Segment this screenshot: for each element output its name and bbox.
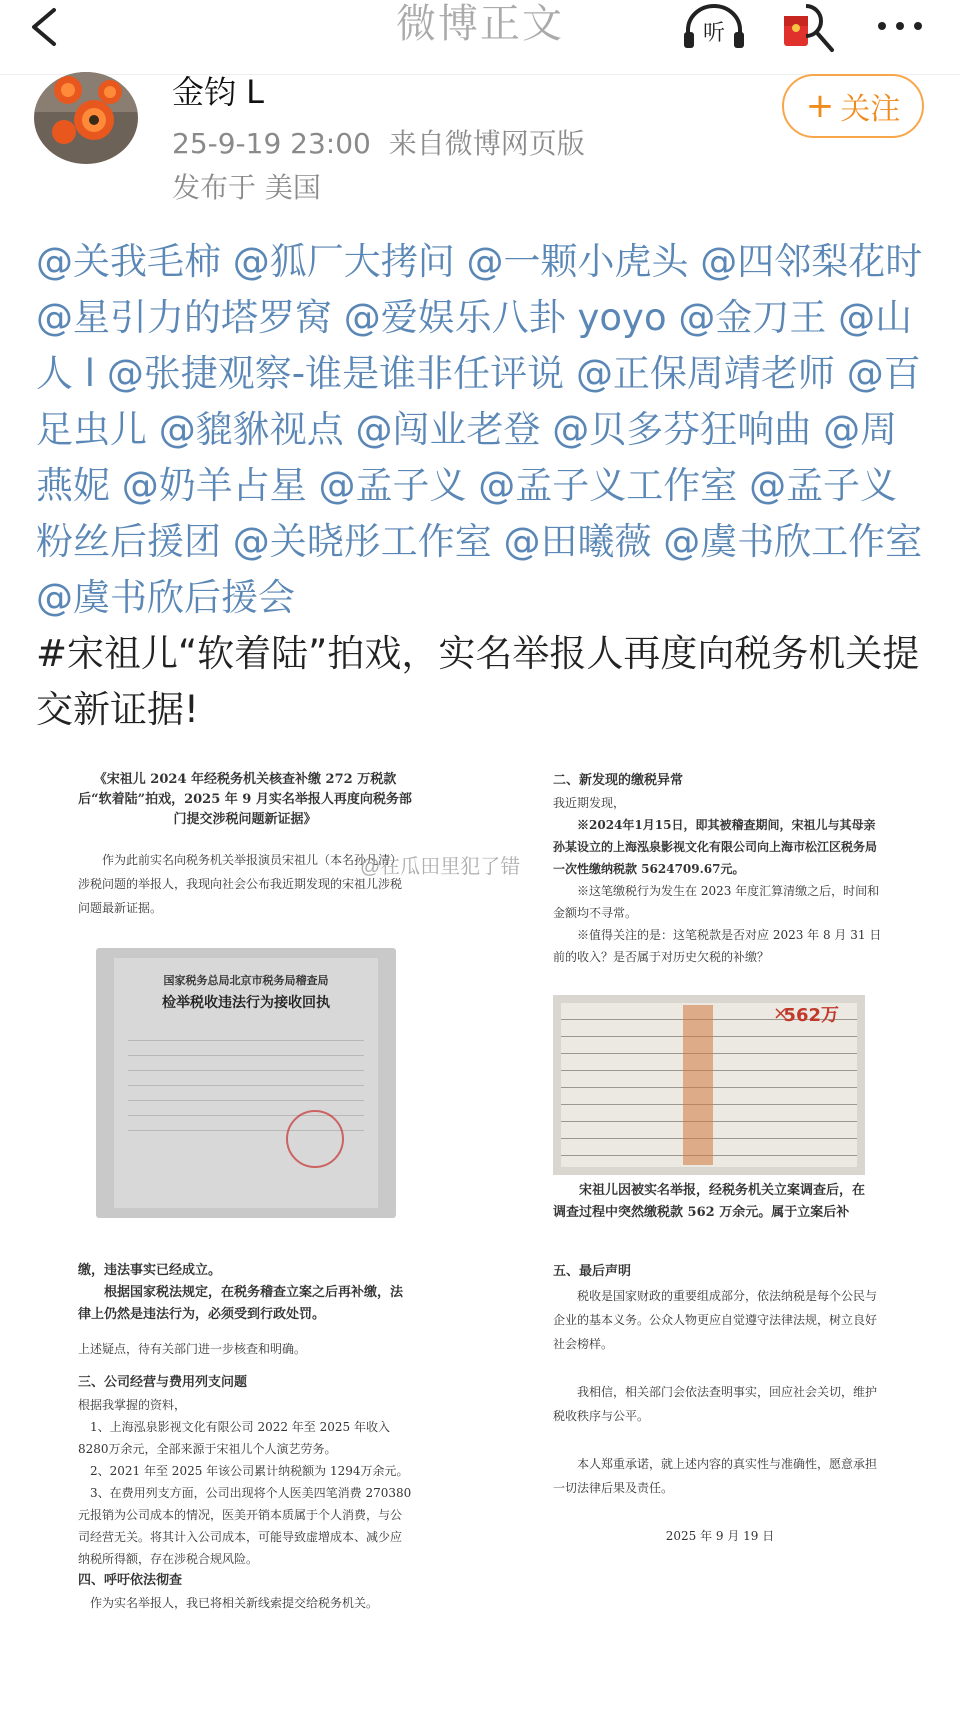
receipt-photo: [96, 948, 396, 1218]
follow-label: 关注: [840, 92, 901, 127]
red-packet-search-icon: [782, 2, 838, 54]
doc2-line1: 我近期发现，: [553, 796, 626, 810]
mention-link[interactable]: @贝多芬狂响曲: [552, 408, 812, 451]
post-text: #宋祖儿“软着陆”拍戏，实名举报人再度向税务机关提交新证据!: [36, 632, 920, 731]
svg-text:听: 听: [702, 21, 726, 46]
follow-button[interactable]: [782, 74, 924, 138]
stamp-seal: [286, 1110, 344, 1168]
watermark-text: @在瓜田里犯了错: [360, 856, 521, 878]
watermark-mark: ×: [773, 1003, 789, 1024]
doc4-line2: 我相信，相关部门会依法查明事实，回应社会关切，维护税收秩序与公平。: [553, 1385, 878, 1423]
post-time: 25-9-19 23:00: [172, 127, 371, 160]
mention-link[interactable]: @田曦薇: [503, 520, 652, 563]
post-meta: [172, 124, 585, 164]
mention-link[interactable]: @奶羊占星: [121, 464, 307, 507]
username[interactable]: 金钧 L: [172, 73, 265, 111]
mention-link[interactable]: @百足虫儿: [36, 352, 921, 451]
mention-link[interactable]: @虞书欣后援会: [36, 576, 295, 619]
mention-link[interactable]: @爱娱乐八卦 yoyo: [343, 296, 667, 339]
doc2-heading: 二、新发现的缴税异常: [553, 773, 684, 788]
doc2-para2: ※这笔缴税行为发生在 2023 年度汇算清缴之后，时间和金额均不寻常。: [553, 884, 880, 920]
mention-link[interactable]: @四邻梨花时: [700, 240, 923, 283]
doc3-item1: 1、上海泓泉影视文化有限公司 2022 年至 2025 年收入 8280万余元，全部来源于宋祖儿个人演艺劳务。: [78, 1420, 390, 1456]
mention-link[interactable]: @关我毛柿: [36, 240, 221, 283]
doc3-line4: 根据我掌握的资料，: [78, 1398, 187, 1412]
post-source: 来自微博网页版: [388, 127, 585, 160]
mention-link[interactable]: @金刀王: [678, 296, 827, 339]
top-bar: [0, 0, 960, 75]
doc1-title: 《宋祖儿 2024 年经税务机关核查补缴 272 万税款后“软着陆”拍戏，2025 年 9 月实名举报人再度向税务部门提交涉税问题新证据》: [78, 772, 412, 827]
plus-icon: +: [805, 86, 835, 126]
red-packet-search-button[interactable]: [782, 2, 838, 54]
doc3-heading3: 四、呼吁依法彻查: [78, 1573, 183, 1588]
doc3-line1: 缴，违法事实已经成立。: [78, 1263, 222, 1278]
mention-link[interactable]: @孟子义工作室: [478, 464, 738, 507]
mention-link[interactable]: @正保周靖老师: [575, 352, 835, 395]
doc3-line2: 根据国家税法规定，在税务稽查立案之后再补缴，法律上仍然是违法行为，必须受到行政处罚。: [78, 1285, 404, 1322]
mention-link[interactable]: @孟子义: [318, 464, 467, 507]
doc4-line1: 税收是国家财政的重要组成部分，依法纳税是每个公民与企业的基本义务。公众人物更应自觉遵守法律法规，树立良好社会榜样。: [553, 1289, 878, 1351]
post-content: [36, 234, 926, 738]
doc4-date: 2025 年 9 月 19 日: [665, 1529, 775, 1543]
doc2-para1: ※2024年1月15日，即其被稽查期间，宋祖儿与其母亲孙某设立的上海泓泉影视文化有限公司向上海市松江区税务局一次性缴纳税款 5624709.67元。: [553, 818, 878, 876]
mention-link[interactable]: @貔貅视点: [158, 408, 344, 451]
photo-annotation: 562万: [783, 1005, 839, 1026]
doc3-item3: 3、在费用列支方面，公司出现将个人医美四笔消费 270380 元报销为公司成本的情况，医美开销本质属于个人消费，与公司经营无关。将其计入公司成本，可能导致虚增成本、减少应纳税所得额，存在涉税合规风险。: [78, 1486, 412, 1566]
doc3-line3: 上述疑点，待有关部门进一步核查和明确。: [78, 1342, 307, 1356]
receipt-subtitle: 检举税收违法行为接收回执: [162, 995, 330, 1011]
doc3-line5: 作为实名举报人，我已将相关新线索提交给税务机关。: [90, 1596, 379, 1610]
mention-link[interactable]: @星引力的塔罗窝: [36, 296, 332, 339]
headphones-icon: [680, 2, 748, 52]
mention-link[interactable]: @一颗小虎头: [466, 240, 689, 283]
mention-link[interactable]: @周燕妮: [36, 408, 898, 507]
doc4-line3: 本人郑重承诺，就上述内容的真实性与准确性，愿意承担一切法律后果及责任。: [553, 1457, 878, 1495]
tax-record-photo: [553, 995, 865, 1175]
mention-link[interactable]: @虞书欣工作室: [663, 520, 923, 563]
mention-link[interactable]: @关晓彤工作室: [232, 520, 492, 563]
avatar[interactable]: [34, 72, 138, 164]
more-icon[interactable]: [870, 8, 930, 48]
mention-link[interactable]: @张捷观察-谁是谁非任评说: [106, 352, 565, 395]
listen-button[interactable]: [680, 2, 748, 52]
post-image-3[interactable]: [60, 1260, 430, 1680]
flower-avatar-image: [34, 72, 138, 164]
page-title: 微博正文: [396, 1, 564, 47]
doc4-heading: 五、最后声明: [553, 1264, 632, 1279]
mention-link[interactable]: @狐厂大拷问: [232, 240, 455, 283]
mention-link[interactable]: @山人 l: [36, 296, 913, 395]
post-location: 发布于 美国: [172, 171, 321, 204]
doc2-caption: 宋祖儿因被实名举报，经税务机关立案调查后，在调查过程中突然缴税款 562 万余元。属于立案后补: [553, 1183, 866, 1220]
doc1-paragraph: 作为此前实名向税务机关举报演员宋祖儿（本名孙凡清）涉税问题的举报人，我现向社会公布我近期发现的宋祖儿涉税问题最新证据。: [78, 853, 403, 915]
mention-link[interactable]: @闯业老登: [355, 408, 541, 451]
mention-link[interactable]: @孟子义粉丝后援团: [36, 464, 898, 563]
post-image-4[interactable]: [535, 1260, 905, 1680]
doc2-para3: ※值得关注的是：这笔税款是否对应 2023 年 8 月 31 日前的收入？是否属于对历史欠税的补缴？: [553, 928, 882, 964]
receipt-title: 国家税务总局北京市税务局稽查局: [163, 974, 329, 987]
doc3-item2: 2、2021 年至 2025 年该公司累计纳税额为 1294万余元。: [90, 1464, 409, 1478]
mentions-list: [36, 240, 922, 619]
doc3-heading2: 三、公司经营与费用列支问题: [78, 1375, 248, 1390]
